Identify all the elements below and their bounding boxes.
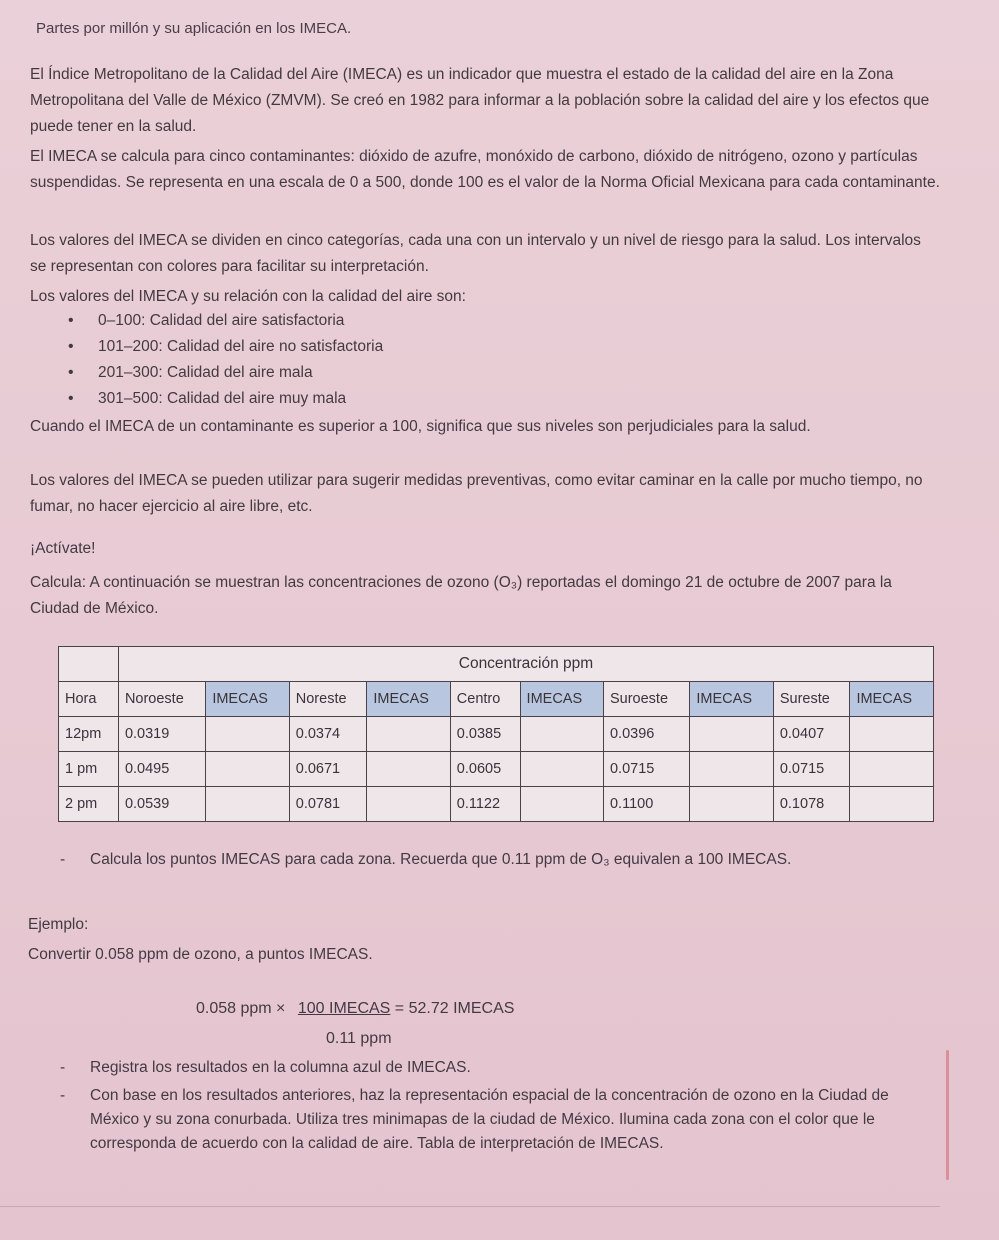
suroeste-cell: 0.1100: [603, 787, 689, 822]
note-text: Calcula los puntos IMECAS para cada zona. Recuerda que 0.11 ppm de O₃ equivalen a 100 IMECAS.: [90, 851, 792, 868]
dash-bullet: -: [60, 1059, 66, 1076]
table-header-row: [59, 682, 934, 717]
levels-intro: Los valores del IMECA y su relación con la calidad del aire son:: [30, 288, 466, 305]
formula-denominator: 0.11 ppm: [326, 1030, 392, 1047]
imecas-column-header: IMECAS: [520, 682, 603, 717]
hour-cell: 12pm: [59, 717, 119, 752]
noroeste-cell: 0.0539: [118, 787, 205, 822]
imecas-column-header: IMECAS: [367, 682, 450, 717]
level-item: • 0–100: Calidad del aire satisfactoria: [60, 308, 383, 334]
imecas-input-cell[interactable]: [690, 787, 773, 822]
noreste-cell: 0.0374: [289, 717, 367, 752]
column-header: Noroeste: [118, 682, 205, 717]
level-item: • 101–200: Calidad del aire no satisfactoria: [60, 334, 383, 360]
imecas-input-cell[interactable]: [520, 717, 603, 752]
activate-heading: ¡Actívate!: [30, 540, 96, 557]
imecas-input-cell[interactable]: [690, 717, 773, 752]
step-text: Registra los resultados en la columna azul de IMECAS.: [90, 1059, 471, 1076]
hour-cell: 2 pm: [59, 787, 119, 822]
pollutants-paragraph: El IMECA se calcula para cinco contaminantes: dióxido de azufre, monóxido de carbono, dióxido de nitrógeno, ozono y partículas suspendidas. Se representa en una escala de 0 a 500, donde 100 es el valor de la Norma Oficial Mexicana para cada contaminante.: [30, 148, 940, 191]
imecas-input-cell[interactable]: [206, 752, 289, 787]
noreste-cell: 0.0671: [289, 752, 367, 787]
imecas-input-cell[interactable]: [367, 787, 450, 822]
harmful-paragraph: Cuando el IMECA de un contaminante es superior a 100, significa que sus niveles son perjudiciales para la salud.: [30, 418, 811, 435]
preventive-paragraph: Los valores del IMECA se pueden utilizar para sugerir medidas preventivas, como evitar caminar en la calle por mucho tiempo, no fumar, no hacer ejercicio al aire libre, etc.: [30, 472, 923, 515]
imecas-input-cell[interactable]: [367, 752, 450, 787]
centro-cell: 0.1122: [450, 787, 520, 822]
noroeste-cell: 0.0495: [118, 752, 205, 787]
centro-cell: 0.0385: [450, 717, 520, 752]
level-item: • 201–300: Calidad del aire mala: [60, 360, 383, 386]
dash-bullet: -: [60, 851, 66, 868]
column-header: Hora: [59, 682, 119, 717]
imecas-input-cell[interactable]: [520, 787, 603, 822]
imecas-input-cell[interactable]: [206, 717, 289, 752]
imecas-input-cell[interactable]: [520, 752, 603, 787]
imecas-column-header: IMECAS: [206, 682, 289, 717]
levels-list: [60, 308, 383, 412]
table-row: [59, 787, 934, 822]
table-top-header: Concentración ppm: [118, 647, 933, 682]
convert-text: Convertir 0.058 ppm de ozono, a puntos IMECAS.: [28, 946, 373, 963]
imecas-input-cell[interactable]: [206, 787, 289, 822]
suroeste-cell: 0.0715: [603, 752, 689, 787]
step-item: [60, 1084, 940, 1156]
example-label: Ejemplo:: [28, 916, 89, 933]
categories-paragraph: Los valores del IMECA se dividen en cinco categorías, cada una con un intervalo y un nivel de riesgo para la salud. Los intervalos se representan con colores para facilitar su interpretación.: [30, 232, 921, 275]
formula-left: 0.058 ppm ×: [196, 1000, 286, 1017]
imecas-input-cell[interactable]: [850, 752, 934, 787]
formula-result: = 52.72 IMECAS: [394, 1000, 515, 1017]
step-item: [60, 1056, 940, 1080]
imecas-column-header: IMECAS: [690, 682, 773, 717]
hour-cell: 1 pm: [59, 752, 119, 787]
suroeste-cell: 0.0396: [603, 717, 689, 752]
intro-paragraph: El Índice Metropolitano de la Calidad del Aire (IMECA) es un indicador que muestra el estado de la calidad del aire en la Zona Metropolitana del Valle de México (ZMVM). Se creó en 1982 para informar a la población sobre la calidad del aire y los efectos que puede tener en la salud.: [30, 66, 930, 135]
bottom-divider: [0, 1206, 940, 1207]
imecas-column-header: IMECAS: [850, 682, 934, 717]
step-text: Con base en los resultados anteriores, haz la representación espacial de la concentración de ozono en la Ciudad de México y su zona conurbada. Utiliza tres minimapas de la ciudad de México. Ilumina cada zona con el color que le corresponda de acuerdo con la calidad de aire. Tabla de interpretación de IMECAS.: [90, 1087, 889, 1152]
table-row: [59, 752, 934, 787]
sureste-cell: 0.1078: [773, 787, 850, 822]
column-header: Suroeste: [603, 682, 689, 717]
imecas-input-cell[interactable]: [850, 787, 934, 822]
imecas-input-cell[interactable]: [367, 717, 450, 752]
conversion-formula: [196, 1000, 514, 1018]
column-header: Centro: [450, 682, 520, 717]
sureste-cell: 0.0407: [773, 717, 850, 752]
imecas-input-cell[interactable]: [690, 752, 773, 787]
table-row: [59, 717, 934, 752]
margin-line: [946, 1050, 949, 1180]
table-corner: [59, 647, 119, 682]
ozone-concentration-table: [58, 646, 934, 822]
steps-list: [60, 1056, 940, 1160]
noroeste-cell: 0.0319: [118, 717, 205, 752]
column-header: Sureste: [773, 682, 850, 717]
formula-numerator: 100 IMECAS: [297, 1000, 391, 1017]
column-header: Noreste: [289, 682, 367, 717]
imecas-input-cell[interactable]: [850, 717, 934, 752]
dash-bullet: -: [60, 1087, 66, 1104]
page-title: Partes por millón y su aplicación en los IMECA.: [36, 20, 352, 37]
calculate-paragraph: Calcula: A continuación se muestran las concentraciones de ozono (O₃) reportadas el domingo 21 de octubre de 2007 para la Ciudad de México.: [30, 574, 892, 617]
noreste-cell: 0.0781: [289, 787, 367, 822]
sureste-cell: 0.0715: [773, 752, 850, 787]
centro-cell: 0.0605: [450, 752, 520, 787]
level-item: • 301–500: Calidad del aire muy mala: [60, 386, 383, 412]
